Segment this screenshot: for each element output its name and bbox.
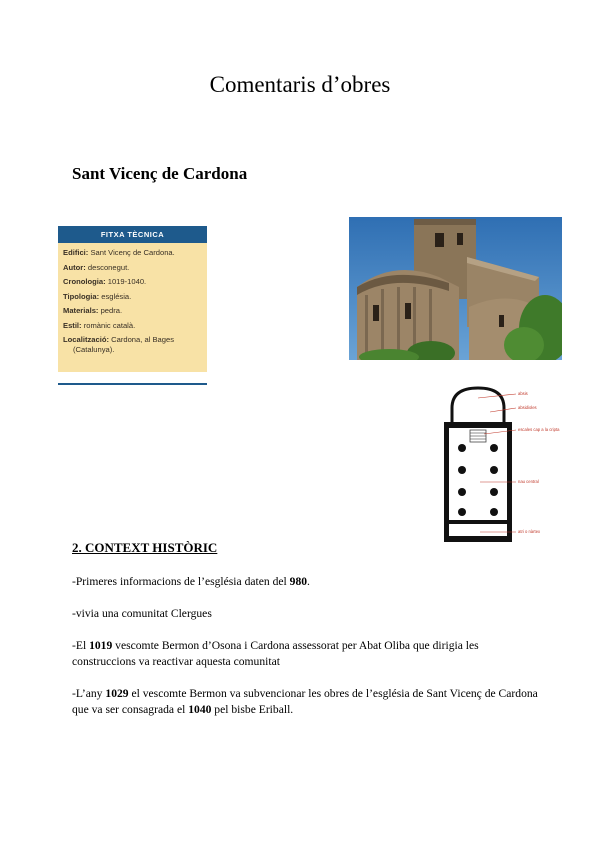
tech-label: Autor: [63,262,86,272]
tech-label: Edifici: [63,248,89,257]
plan-label: absis [518,391,528,396]
technical-card-rows [58,243,207,355]
tech-label: Estil: [63,320,82,330]
section-title: Sant Vicenç de Cardona [72,164,248,183]
tech-row-chronology [63,277,202,287]
year: 1029 [105,687,129,700]
tech-value: Cardona, al Bages [111,335,175,344]
tech-row-location [63,335,202,355]
plan-label: nau central [518,479,539,484]
tech-row-building [63,248,202,258]
church-photo [349,217,562,360]
tech-row-author [63,263,202,273]
tech-value: Sant Vicenç de Cardona. [90,248,175,257]
apse-outline [452,388,504,426]
tech-value-continued: (Catalunya). [73,345,115,354]
plan-label: atri o nàrtex [518,529,541,534]
year: 1019 [89,639,113,652]
plan-label: absidioles [518,405,537,410]
tech-value: església. [101,291,132,301]
tech-label: Materials: [63,306,99,315]
card-divider [58,383,207,385]
year: 980 [289,575,308,588]
tech-label: Tipologia: [63,291,100,301]
pillars [458,444,498,516]
history-paragraph-1: -Primeres informacions de l’església daten del 980. [72,575,310,588]
tech-row-style [63,321,202,331]
tech-value: desconegut. [87,262,130,272]
tech-value: pedra. [100,306,123,315]
tech-value: romànic català. [83,320,136,330]
tech-row-materials [63,306,202,316]
technical-card [58,226,207,372]
page-title: Comentaris d’obres [209,72,391,97]
history-paragraph-4: -L’any 1029 el vescomte Bermon va subvencionar les obres de l’església de Sant Vicenç de Cardona que va ser consagrada el 1040 pel bisbe Eriball. [72,687,538,716]
history-paragraph-3: -El 1019 vescomte Bermon d’Osona i Cardona assessorat per Abat Oliba que dirigia les construccions va reactivar aquesta comunitat [72,639,479,668]
history-paragraph-2: -vivia una comunitat Clergues [72,607,212,620]
plan-label: escales cap a la cripta [518,427,560,432]
tech-value: 1019-1040. [107,277,147,286]
floor-plan [440,386,562,546]
tech-label: Localització: [63,335,109,344]
technical-card-header: FITXA TÈCNICA [58,226,207,243]
year: 1040 [188,703,212,716]
tech-row-typology [63,292,202,302]
history-heading: 2. CONTEXT HISTÒRIC [72,540,218,555]
tech-label: Cronologia: [63,277,106,286]
